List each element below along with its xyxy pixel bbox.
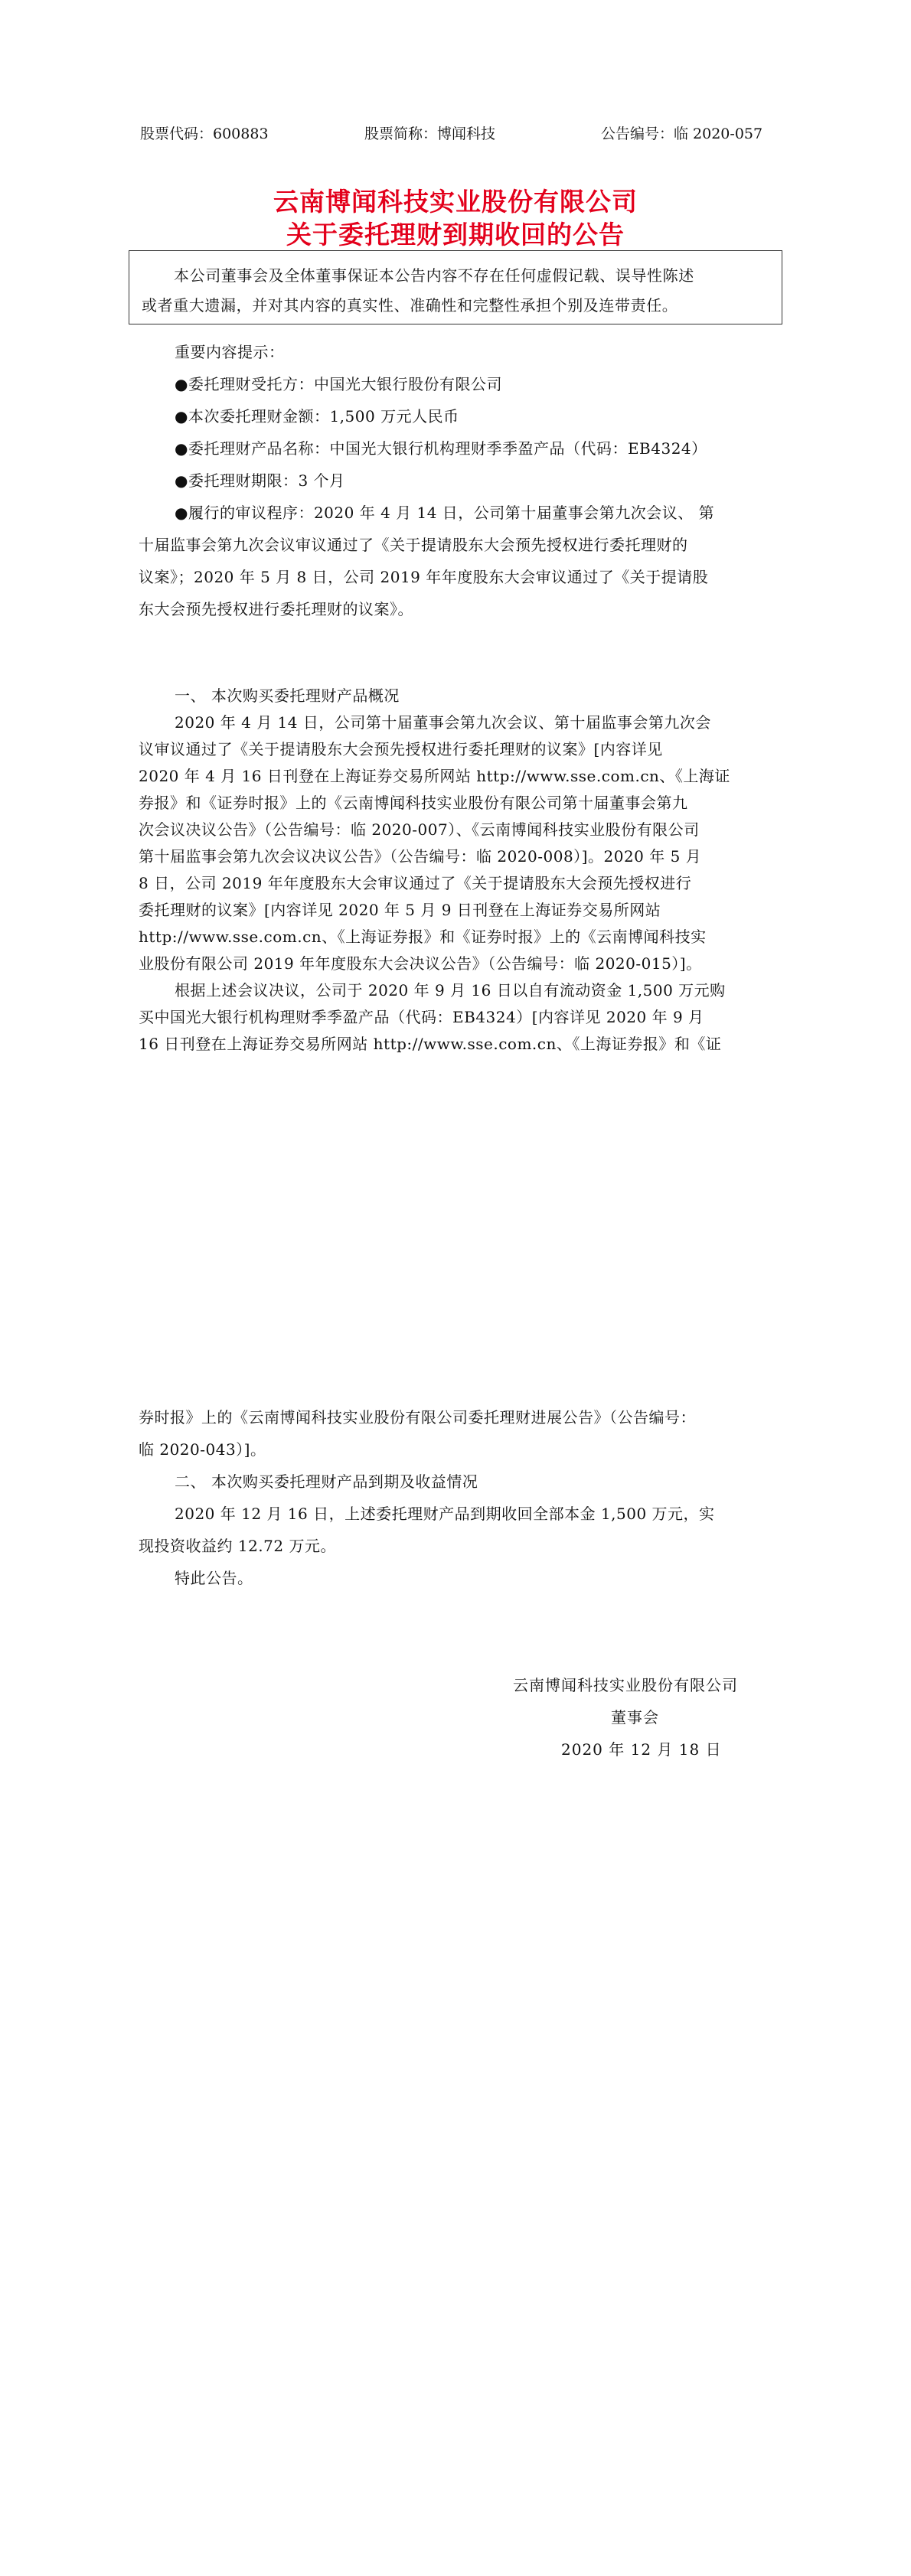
highlight-text: 履行的审议程序：2020 年 4 月 14 日，公司第十届董事会第九次会议、 第 — [188, 504, 715, 522]
bullet-icon: ● — [175, 439, 188, 458]
highlight-item-procedure — [175, 501, 714, 523]
section-1-para2-line: 买中国光大银行机构理财季季盈产品（代码：EB4324）[内容详见 2020 年 9 月 — [139, 1008, 704, 1026]
section-1-para-line: 议审议通过了《关于提请股东大会预先授权进行委托理财的议案》[内容详见 — [139, 740, 663, 758]
board-guarantee-notice-box — [129, 250, 782, 324]
document-title-subject: 关于委托理财到期收回的公告 — [286, 220, 625, 249]
section-2-para-line: 2020 年 12 月 16 日，上述委托理财产品到期收回全部本金 1,500 万元，实 — [175, 1505, 715, 1523]
signature-date: 2020 年 12 月 18 日 — [561, 1740, 722, 1759]
section-1-para-line: 券报》和《证券时报》上的《云南博闻科技实业股份有限公司第十届董事会第九 — [139, 794, 688, 812]
section-1-para-line: 委托理财的议案》[内容详见 2020 年 5 月 9 日刊登在上海证券交易所网站 — [139, 901, 661, 919]
closing-statement: 特此公告。 — [175, 1569, 253, 1587]
section-1-para-line: 次会议决议公告》（公告编号：临 2020-007）、《云南博闻科技实业股份有限公司 — [139, 820, 700, 839]
highlights-heading: 重要内容提示： — [175, 343, 285, 361]
highlight-item-amount — [175, 404, 459, 426]
document-title-company: 云南博闻科技实业股份有限公司 — [273, 187, 638, 217]
highlight-text: 委托理财产品名称：中国光大银行机构理财季季盈产品（代码：EB4324） — [188, 439, 707, 458]
stock-name: 股票简称：博闻科技 — [364, 126, 496, 142]
section-1-para-line: http://www.sse.com.cn、《上海证券报》和《证券时报》上的《云南博闻科技实 — [139, 928, 707, 946]
section-2-heading: 二、 本次购买委托理财产品到期及收益情况 — [175, 1472, 478, 1491]
highlight-item-term — [175, 468, 345, 491]
stock-code: 股票代码：600883 — [140, 126, 269, 142]
notice-line: 或者重大遗漏，并对其内容的真实性、准确性和完整性承担个别及连带责任。 — [142, 296, 678, 315]
bullet-icon: ● — [175, 504, 188, 522]
procedure-continuation-line: 议案》；2020 年 5 月 8 日，公司 2019 年年度股东大会审议通过了《关于提请股 — [139, 568, 709, 586]
section-1-para2-line: 16 日刊登在上海证券交易所网站 http://www.sse.com.cn、《上海证券报》和《证 — [139, 1035, 722, 1053]
section-1-heading: 一、 本次购买委托理财产品概况 — [175, 686, 400, 705]
signature-board: 董事会 — [611, 1708, 659, 1727]
section-1-para2-line: 临 2020-043）]。 — [139, 1440, 266, 1459]
bullet-icon: ● — [175, 375, 188, 393]
section-2-para-line: 现投资收益约 12.72 万元。 — [139, 1537, 336, 1555]
highlight-text: 委托理财受托方：中国光大银行股份有限公司 — [188, 375, 502, 393]
highlight-item-product — [175, 436, 707, 458]
highlight-item-trustee — [175, 372, 502, 394]
section-1-para2-line: 根据上述会议决议，公司于 2020 年 9 月 16 日以自有流动资金 1,500 万元购 — [175, 981, 726, 999]
procedure-continuation-line: 十届监事会第九次会议审议通过了《关于提请股东大会预先授权进行委托理财的 — [139, 536, 688, 554]
section-1-para-line: 8 日，公司 2019 年年度股东大会审议通过了《关于提请股东大会预先授权进行 — [139, 874, 692, 892]
notice-line: 本公司董事会及全体董事保证本公告内容不存在任何虚假记载、误导性陈述 — [174, 266, 694, 285]
highlight-text: 委托理财期限：3 个月 — [188, 471, 345, 490]
procedure-continuation-line: 东大会预先授权进行委托理财的议案》。 — [139, 600, 413, 618]
section-1-para-line: 第十届监事会第九次会议决议公告》（公告编号：临 2020-008）]。2020 年 5 月 — [139, 847, 702, 866]
bullet-icon: ● — [175, 471, 188, 490]
section-1-para-line: 业股份有限公司 2019 年年度股东大会决议公告》（公告编号：临 2020-015）]。 — [139, 954, 702, 973]
section-1-para-line: 2020 年 4 月 16 日刊登在上海证券交易所网站 http://www.sse.com.cn、《上海证 — [139, 767, 730, 785]
highlight-text: 本次委托理财金额：1,500 万元人民币 — [188, 407, 459, 426]
announcement-number: 公告编号：临 2020-057 — [601, 126, 763, 142]
section-1-para2-line: 券时报》上的《云南博闻科技实业股份有限公司委托理财进展公告》（公告编号： — [139, 1408, 696, 1427]
signature-company: 云南博闻科技实业股份有限公司 — [513, 1676, 738, 1694]
section-1-para-line: 2020 年 4 月 14 日，公司第十届董事会第九次会议、第十届监事会第九次会 — [175, 713, 711, 732]
bullet-icon: ● — [175, 407, 188, 426]
